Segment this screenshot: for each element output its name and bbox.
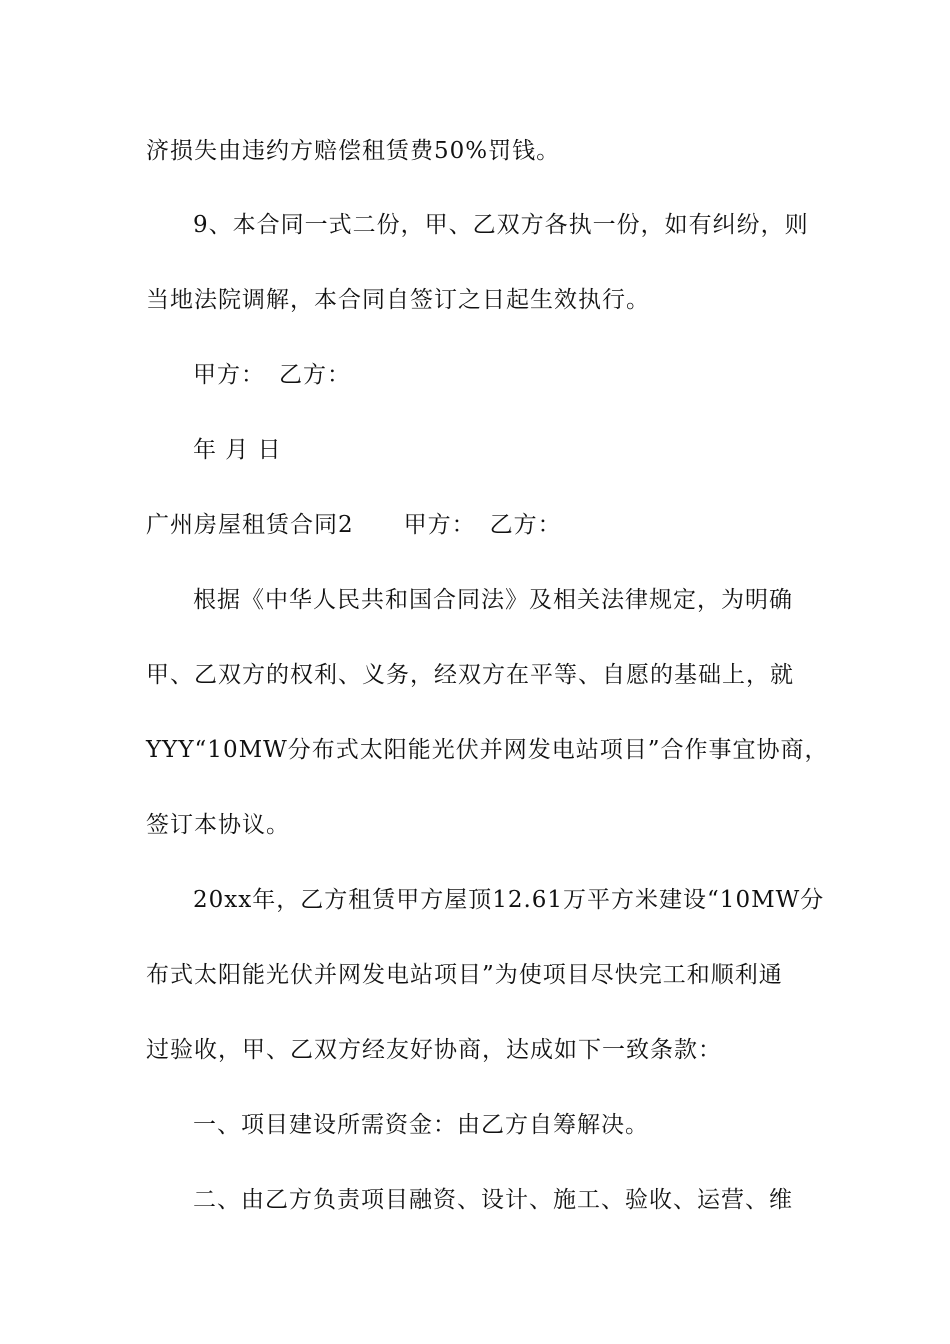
paragraph-line: 当地法院调解，本合同自签订之日起生效执行。 — [146, 287, 650, 313]
clause-line: 二、由乙方负责项目融资、设计、施工、验收、运营、维 — [193, 1187, 793, 1213]
paragraph-line: 甲、乙双方的权利、义务，经双方在平等、自愿的基础上，就 — [146, 662, 794, 688]
paragraph-line: 签订本协议。 — [146, 812, 290, 838]
clause-line: 一、项目建设所需资金：由乙方自筹解决。 — [193, 1112, 649, 1138]
heading-party-a: 甲方： — [403, 512, 476, 538]
paragraph-line: 9、本合同一式二份，甲、乙双方各执一份，如有纠纷，则 — [193, 212, 809, 238]
paragraph-line: 20xx年，乙方租赁甲方屋顶12.61万平方米建设“10MW分 — [193, 887, 825, 913]
paragraph-line: 过验收，甲、乙双方经友好协商，达成如下一致条款： — [146, 1037, 722, 1063]
party-a-label: 甲方： — [193, 362, 265, 388]
signature-line — [193, 360, 351, 390]
paragraph-line: 根据《中华人民共和国合同法》及相关法律规定，为明确 — [193, 587, 793, 613]
paragraph-line: YYY“10MW分布式太阳能光伏并网发电站项目”合作事宜协商， — [146, 737, 829, 763]
contract-heading-line — [146, 510, 562, 540]
contract-title: 广州房屋租赁合同2 — [146, 512, 354, 538]
paragraph-line: 布式太阳能光伏并网发电站项目”为使项目尽快完工和顺利通 — [146, 962, 783, 988]
paragraph-line: 济损失由违约方赔偿租赁费50%罚钱。 — [146, 138, 561, 164]
party-b-label: 乙方： — [279, 362, 351, 388]
heading-party-b: 乙方： — [489, 512, 562, 538]
date-line: 年 月 日 — [193, 437, 282, 463]
